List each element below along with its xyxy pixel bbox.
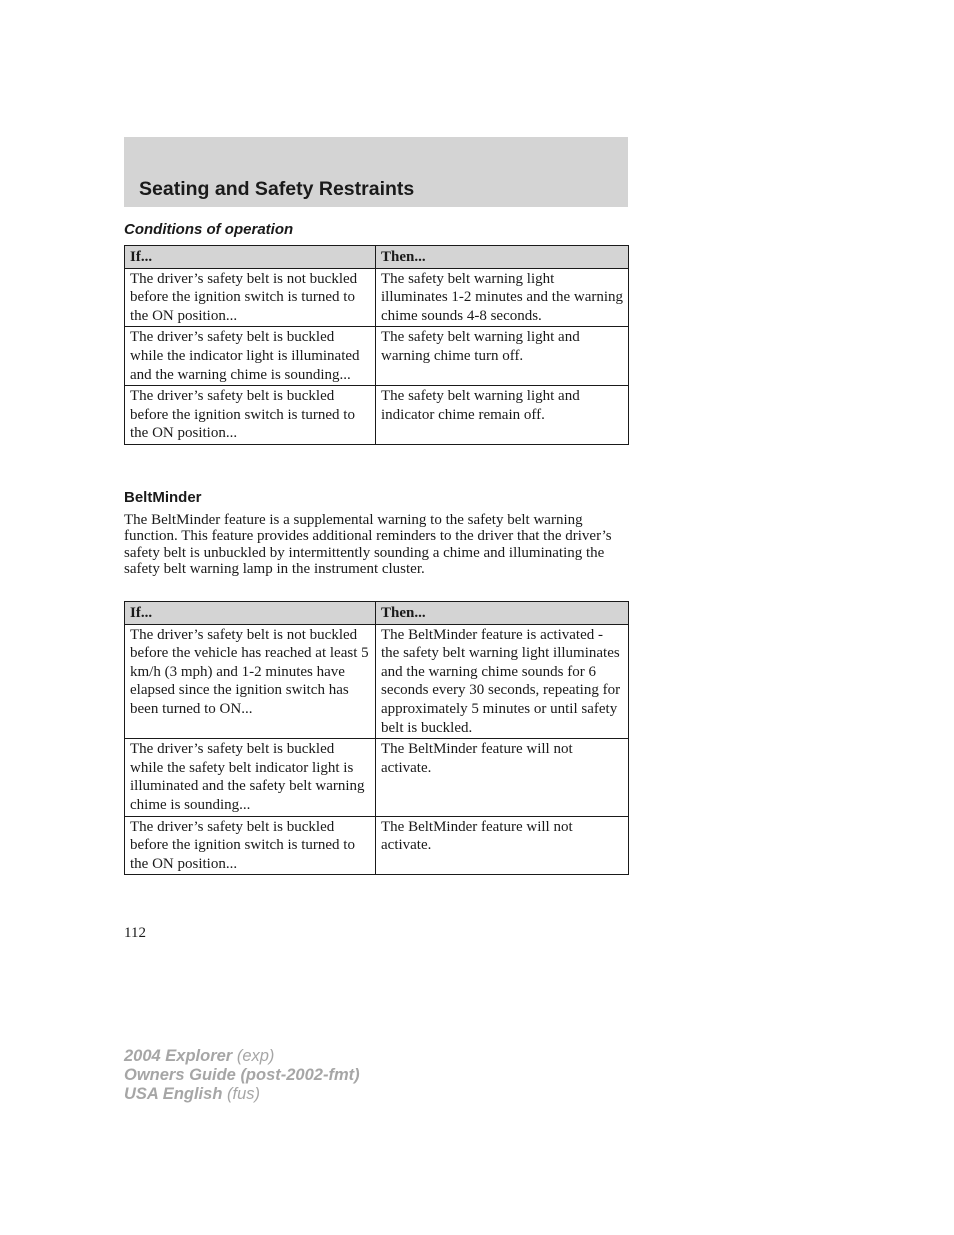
condition-cell: The driver’s safety belt is not buckled before the vehicle has reached at least 5 km/h (3 mph) and 1-2 minutes have elapsed since the ignition switch has been turned to ON...	[125, 624, 376, 739]
condition-cell: The driver’s safety belt is not buckled before the ignition switch is turned to the ON position...	[125, 268, 376, 327]
result-cell: The safety belt warning light and indicator chime remain off.	[376, 386, 629, 445]
footer-line-guide: Owners Guide (post-2002-fmt)	[124, 1066, 360, 1084]
table-row	[125, 268, 629, 327]
footer-line-language	[124, 1085, 360, 1104]
condition-cell: The driver’s safety belt is buckled before the ignition switch is turned to the ON position...	[125, 816, 376, 875]
column-header-then: Then...	[376, 246, 629, 269]
footer-language-name: USA English	[124, 1085, 223, 1103]
beltminder-description: The BeltMinder feature is a supplemental warning to the safety belt warning function. This feature provides additional reminders to the driver that the driver’s safety belt is unbuckled by intermittently sounding a chime and illuminating the safety belt warning lamp in the instrument cluster.	[124, 512, 612, 578]
result-cell: The BeltMinder feature is activated - the safety belt warning light illuminates and the warning chime sounds for 6 seconds every 30 seconds, repeating for approximately 5 minutes or until safety belt is buckled.	[376, 624, 629, 739]
conditions-of-operation-heading: Conditions of operation	[124, 221, 294, 238]
beltminder-table	[124, 601, 629, 875]
table-row	[125, 624, 629, 739]
result-cell: The safety belt warning light and warning chime turn off.	[376, 327, 629, 386]
table-header-row	[125, 602, 629, 625]
table-header-row	[125, 246, 629, 269]
footer-language-code: (fus)	[222, 1085, 260, 1103]
table-row	[125, 327, 629, 386]
beltminder-heading: BeltMinder	[124, 489, 202, 506]
table-row	[125, 386, 629, 445]
footer-vehicle-name: 2004 Explorer	[124, 1047, 233, 1065]
condition-cell: The driver’s safety belt is buckled before the ignition switch is turned to the ON position...	[125, 386, 376, 445]
condition-cell: The driver’s safety belt is buckled while the safety belt indicator light is illuminated and the safety belt warning chime is sounding...	[125, 739, 376, 816]
page-number: 112	[124, 925, 146, 941]
result-cell: The BeltMinder feature will not activate.	[376, 739, 629, 816]
footer-vehicle-code: (exp)	[232, 1047, 275, 1065]
document-footer	[124, 1047, 360, 1104]
section-title: Seating and Safety Restraints	[139, 178, 415, 200]
result-cell: The BeltMinder feature will not activate.	[376, 816, 629, 875]
table-row	[125, 739, 629, 816]
result-cell: The safety belt warning light illuminates 1-2 minutes and the warning chime sounds 4-8 seconds.	[376, 268, 629, 327]
column-header-then: Then...	[376, 602, 629, 625]
footer-line-vehicle	[124, 1047, 360, 1066]
column-header-if: If...	[125, 246, 376, 269]
condition-cell: The driver’s safety belt is buckled while the indicator light is illuminated and the warning chime is sounding...	[125, 327, 376, 386]
conditions-table	[124, 245, 629, 445]
section-header-band	[124, 137, 628, 207]
table-row	[125, 816, 629, 875]
column-header-if: If...	[125, 602, 376, 625]
